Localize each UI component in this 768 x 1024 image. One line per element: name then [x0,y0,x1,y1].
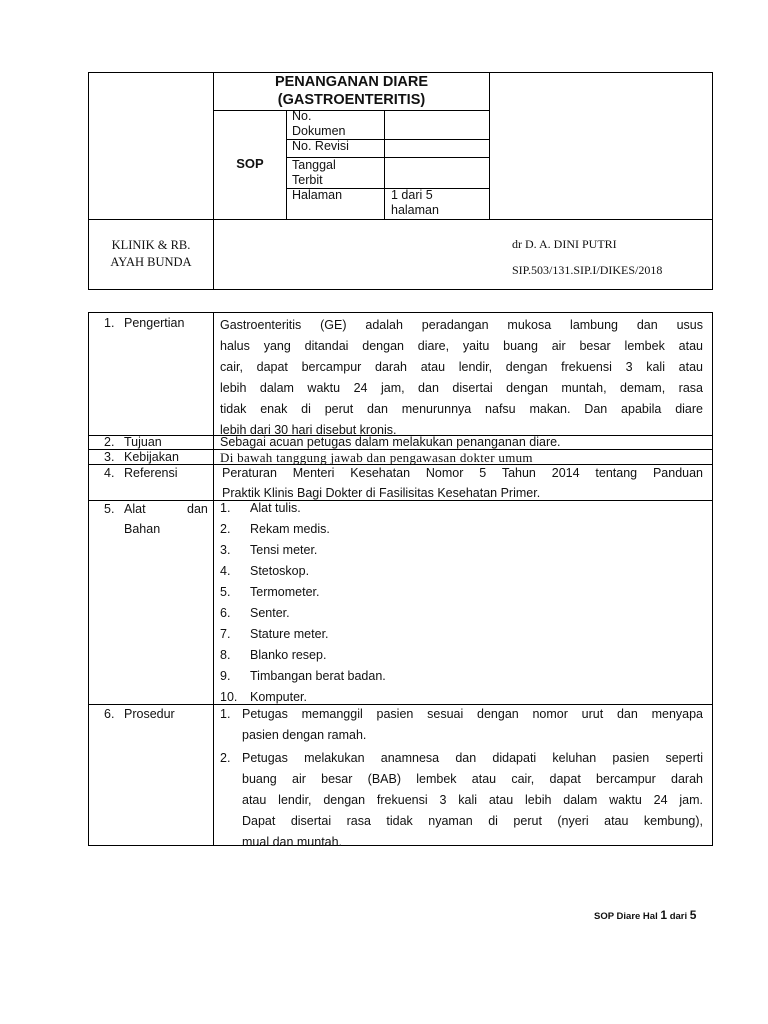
list-item-number: 1. [220,501,231,515]
clinic-name [89,237,213,271]
text-line: atau lendir, dengan frekuensi 3 kali atau lebih dalam waktu 24 jam. [242,793,703,807]
section-number: 4. [104,466,115,480]
list-item [220,704,703,746]
doc-title-line-1: PENANGANAN DIARE [274,74,429,90]
text-line: Praktik Klinis Bagi Dokter di Fasilisitas Kesehatan Primer. [222,486,541,500]
text-line: lebih dari 30 hari disebut kronis. [220,423,397,437]
text-line: pasien dengan ramah. [242,728,367,742]
list-item [220,542,700,563]
list-item-number: 2. [220,751,231,765]
list-item [220,605,700,626]
list-item-text: Stetoskop. [250,564,310,578]
list-item [220,626,700,647]
list-item [220,647,700,668]
text-line: cair, dapat bercampur darah atau lendir, dengan frekuensi 3 kali atau [220,360,703,374]
field-value-line: 1 dari 5 [391,188,433,202]
footer-total-pages: 5 [689,908,697,922]
section-label-referensi: Referensi [124,466,178,480]
field-label-line: No. [292,109,312,123]
field-halaman-label: Halaman [292,188,343,202]
text-line: mual dan muntah. [242,835,343,849]
list-item-text: Termometer. [250,585,320,599]
page-footer [594,908,696,924]
field-no-revisi-label: No. Revisi [292,139,349,153]
text-line: Dapat disertai rasa tidak nyaman di perut (nyeri atau kembung), [242,814,703,828]
doc-title-line-2: (GASTROENTERITIS) [277,92,426,108]
list-item-text: Stature meter. [250,627,329,641]
list-item-number: 8. [220,648,231,662]
field-label-line: Dokumen [292,124,346,138]
section-number: 5. [104,502,115,516]
list-item-text: Senter. [250,606,290,620]
list-item [220,748,703,853]
section-label-tujuan: Tujuan [124,435,162,449]
section-label-kebijakan: Kebijakan [124,450,179,464]
section-label-bahan: Bahan [124,522,161,536]
list-item [220,584,700,605]
section-label-pengertian: Pengertian [124,316,185,330]
field-value-line: halaman [391,203,439,217]
list-item-text: Timbangan berat badan. [250,669,386,683]
list-item-number: 6. [220,606,231,620]
doc-title [214,73,489,109]
list-item-number: 9. [220,669,231,683]
referensi-text [222,463,703,503]
section-label-prosedur: Prosedur [124,707,175,721]
field-label-line: Tanggal [292,158,336,172]
text-line: buang air besar (BAB) lembek atau cair, dapat bercampur darah [242,772,703,786]
list-item [220,500,700,521]
text-line: Peraturan Menteri Kesehatan Nomor 5 Tahun 2014 tentang Panduan [222,466,703,480]
list-item-number: 2. [220,522,231,536]
list-item [220,668,700,689]
doctor-sip: SIP.503/131.SIP.I/DIKES/2018 [512,263,663,277]
text-line: Gastroenteritis (GE) adalah peradangan mukosa lambung dan usus [220,318,703,332]
field-no-dokumen-label [292,109,346,139]
clinic-name-line-1: KLINIK & RB. [111,238,191,252]
list-item-text: Rekam medis. [250,522,330,536]
list-item-number: 5. [220,585,231,599]
list-item-number: 3. [220,543,231,557]
list-item-text: Alat tulis. [250,501,301,515]
list-item-text: Tensi meter. [250,543,318,557]
sop-label: SOP [236,156,264,171]
list-item [220,563,700,584]
list-item-number: 7. [220,627,231,641]
tujuan-text: Sebagai acuan petugas dalam melakukan penanganan diare. [220,435,561,449]
list-item-text: Blanko resep. [250,648,327,662]
section-number: 3. [104,450,115,464]
section-label-dan: dan [187,502,208,516]
list-item-number: 10. [220,690,238,704]
text-line: halus yang ditandai dengan diare, yaitu buang air besar lembek atau [220,339,703,353]
section-number: 2. [104,435,115,449]
footer-dari: dari [669,911,688,922]
kebijakan-text: Di bawah tanggung jawab dan pengawasan dokter umum [220,450,533,465]
alat-list [220,500,700,710]
field-label-line: Terbit [292,173,323,187]
section-number: 1. [104,316,115,330]
list-item-text: Komputer. [250,690,307,704]
footer-page-number: 1 [660,908,668,922]
list-item [220,521,700,542]
text-line: Petugas memanggil pasien sesuai dengan nomor urut dan menyapa [242,707,703,721]
footer-prefix: SOP Diare Hal [594,911,658,922]
field-tanggal-terbit-label [292,158,336,188]
list-item-number: 4. [220,564,231,578]
list-item-number: 1. [220,707,231,721]
clinic-name-line-2: AYAH BUNDA [110,255,192,269]
section-label-alat: Alat [124,502,146,516]
text-line: Petugas melakukan anamnesa dan didapati keluhan pasien seperti [242,751,703,765]
section-number: 6. [104,707,115,721]
doctor-name: dr D. A. DINI PUTRI [512,237,617,251]
prosedur-list [220,704,703,853]
text-line: lebih dalam waktu 24 jam, dan disertai dengan muntah, demam, rasa [220,381,703,395]
pengertian-text [220,315,703,441]
text-line: tidak enak di perut dan menurunnya nafsu makan. Dan apabila diare [220,402,703,416]
field-halaman-value [391,188,439,218]
